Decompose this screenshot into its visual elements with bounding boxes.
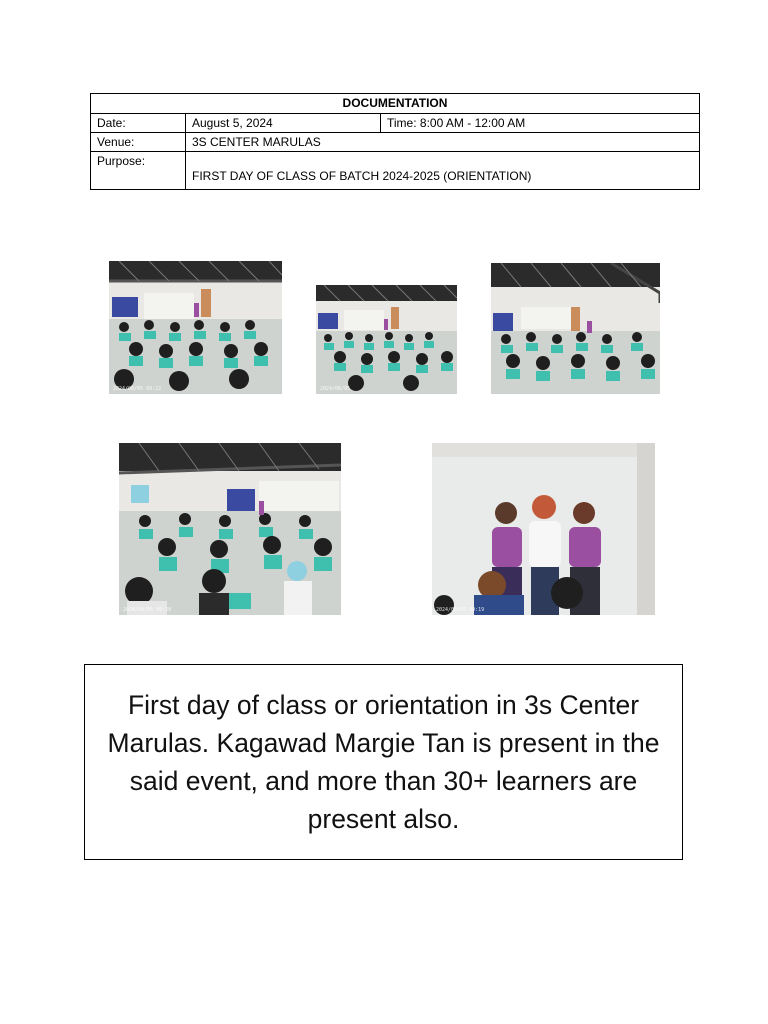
purpose-value: FIRST DAY OF CLASS OF BATCH 2024-2025 (ORIENTATION) — [186, 152, 700, 190]
caption-box — [84, 664, 683, 860]
photo-timestamp: 2024/08/05 09:20 — [123, 607, 172, 613]
documentation-table — [90, 93, 700, 190]
venue-value: 3S CENTER MARULAS — [186, 133, 700, 152]
venue-label: Venue: — [91, 133, 186, 152]
purpose-label: Purpose: — [91, 152, 186, 190]
classroom-photo-1 — [109, 261, 282, 394]
time-value: Time: 8:00 AM - 12:00 AM — [381, 114, 700, 133]
caption-text: First day of class or orientation in 3s Center Marulas. Kagawad Margie Tan is present in the said event, and more than 30+ learners are present also. — [107, 690, 660, 834]
table-title: DOCUMENTATION — [91, 94, 700, 114]
photo-timestamp: 2024/08/05 — [320, 386, 351, 392]
classroom-photo-2 — [316, 285, 457, 394]
date-label: Date: — [91, 114, 186, 133]
guests-photo — [432, 443, 655, 615]
date-value: August 5, 2024 — [186, 114, 381, 133]
classroom-photo-4 — [119, 443, 341, 615]
classroom-photo-3 — [491, 263, 660, 394]
photo-timestamp: 2024/08/05 09:19 — [436, 607, 485, 613]
photo-timestamp: 2024/08/05 09:22 — [113, 386, 162, 392]
